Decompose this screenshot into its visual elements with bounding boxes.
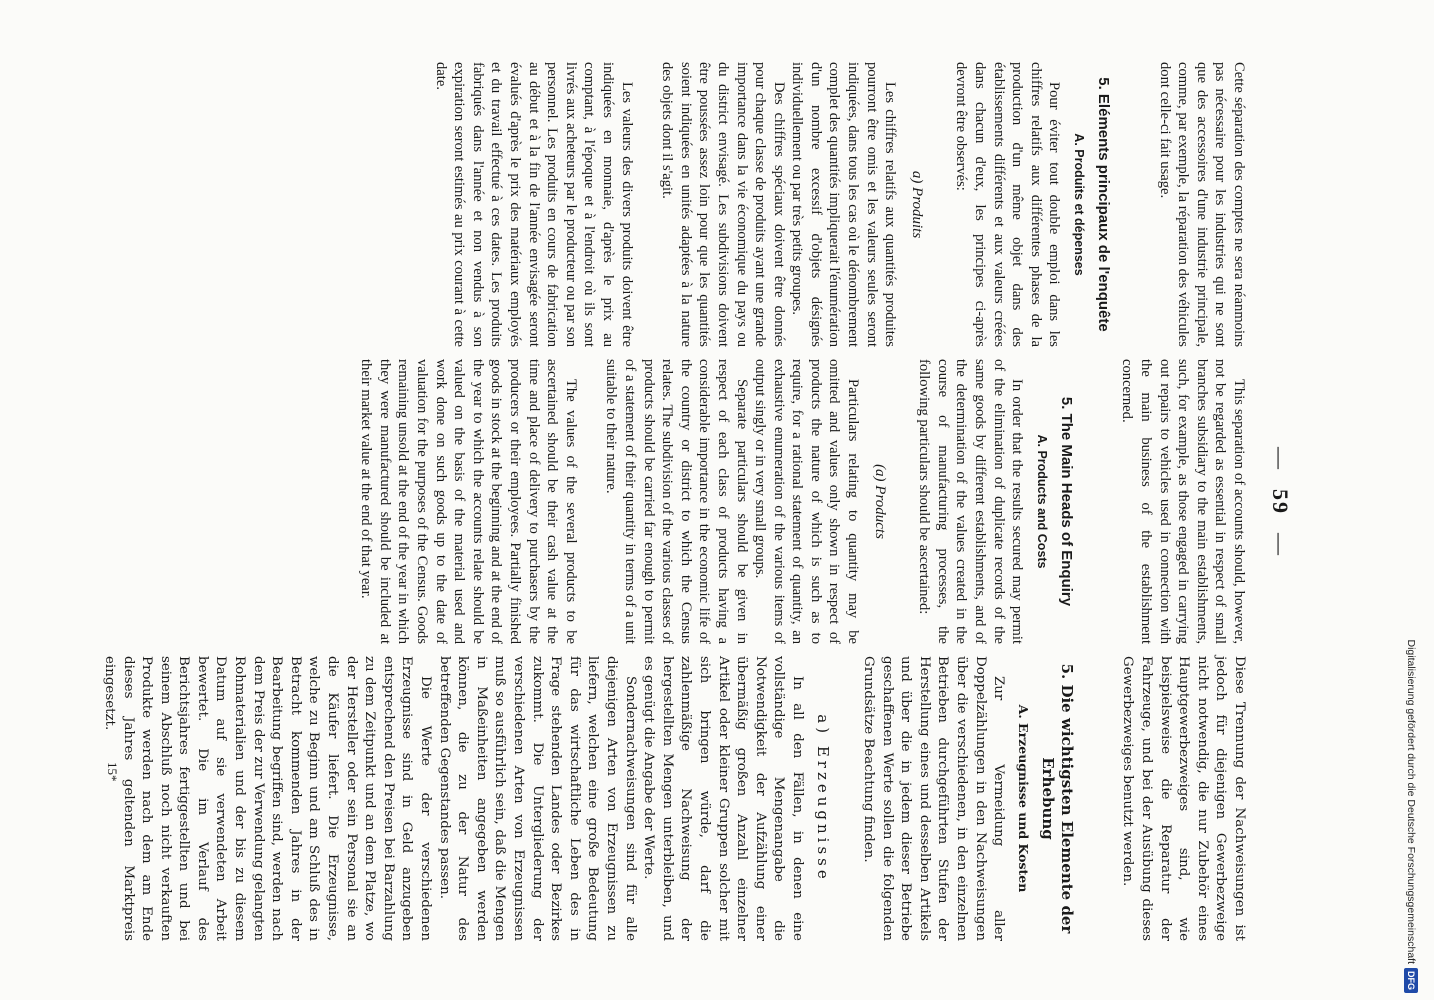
de-item-title: a) Erzeugnisse (814, 714, 833, 883)
header-dash-right: — (1268, 533, 1293, 557)
en-section-title: 5. The Main Heads of Enquiry (1057, 396, 1075, 607)
de-paragraph-2: Sondernachweisungen sind für alle diejenigen Arten von Erzeugnissen zu liefern, welchen eine große Bedeutung für das wirtschaftliche Leben des in Frage stehenden Landes oder Bezirkes zukommt. Die Untergliederung der verschiedenen Arten von Erzeugnissen muß so ausführlich sein, daß die Mengen in Maßeinheiten angegeben werden können, die zu der Natur des betreffenden Gegenstandes passen. (436, 656, 638, 941)
en-paragraph-2: Separate particulars should be given in respect of each class of products having a considerable importance in the economic life of the country or district to which the Census relates. The subdivision of the various classes of products should be carried far enough to permit of a statement of their quantity in terms of a unit suitable to their nature. (603, 359, 750, 644)
header-dash-left: — (1268, 447, 1293, 471)
en-item-title: (a) Products (871, 464, 888, 539)
fr-item-title: a) Produits (908, 170, 925, 239)
de-paragraph-3: Die Werte der verschiedenen Erzeugnisse sind in Geld anzugeben entsprechend den Preisen bei Barzahlung zu dem Zeitpunkt und an dem Platze, wo der Hersteller oder sein Personal sie an die Käufer liefert. Die Erzeugnisse, welche zu Beginn und am Schluß des in Betracht kommenden Jahres in der Bearbeitung begriffen sind, werden nach dem Preis der zur Verwendung gelangten Rohmaterialien und der bis zu diesem Datum auf sie verwendeten Arbeit bewertet. Die im Verlauf des Berichtsjahres fertiggestellten und bei seinem Abschluß noch nicht verkauften Produkte werden nach dem am Ende dieses Jahres geltenden Marktpreis eingesetzt. (101, 656, 434, 941)
digitization-credit (1404, 8, 1418, 993)
fr-section-title: 5. Eléments principaux de l'enquête (1095, 77, 1113, 332)
de-intro-paragraph: Diese Trennung der Nachweisungen ist jedoch für diejenigen Gewerbezweige nicht notwendig, die nur Zubehör eines Hauptgewerbezweiges sind, wie beispielsweise die Reparatur der Fahrzeuge, und bei der Ausübung dieses Gewerbezweiges benutzt werden. (1120, 656, 1247, 941)
fr-paragraph-3: Les valeurs des divers produits doivent être indiquées en monnaie, d'après le prix au comptant, à l'époque et à l'endroit où ils sont livrés aux acheteurs par le producteur ou par son personnel. Les produits en cours de fabrication au début et à la fin de l'année envisagée seront évalués d'après le prix des matériaux employés et du travail effectué à ces dates. Les produits fabriqués dans l'année et non vendus à son expiration seront estimés au prix courant à cette date. (432, 62, 635, 347)
de-paragraph-1: In all den Fällen, in denen eine vollständige Mengenangabe die Notwendigkeit der Aufzählung einer übermäßig großen Anzahl einzelner Artikel oder kleiner Gruppen solcher mit sich bringen würde, darf die zahlenmäßige Nachweisung der hergestellten Mengen unterbleiben, und es genügt die Angabe der Werte. (641, 656, 805, 941)
column-english (128, 359, 1248, 644)
de-section-title: 5. Die wichtigsten Elemente der Erhebung (1038, 663, 1076, 934)
fr-subsection-title: A. Produits et dépenses (1072, 133, 1087, 276)
en-paragraph-3: The values of the several products to be ascertained should be their cash value at the time and place of delivery to purchasers by the producers or their employees. Partially finished goods in stock at the beginning and at the end of the year to which the accounts relate should be valued on the basis of the material used and work done on such goods up to the date of valuation for the purposes of the Census. Goods remaining unsold at the end of the year in which they were manufactured should be included at their market value at the end of that year. (358, 359, 579, 644)
en-paragraph-1: Particulars relating to quantity may be omitted and values only shown in respect of products the nature of which is such as to require, for a rational statement of quantity, an exhaustive enumeration of the various items of output singly or in very small groups. (752, 359, 862, 644)
dfg-logo: DFG (1404, 968, 1418, 993)
de-section-paragraph: Zur Vermeidung aller Doppelzählungen in den Nachweisungen über die verschiedenen, in den einzelnen Betrieben durchgeführten Stufen der Herstellung eines und desselben Artikels und über die in jedem dieser Betriebe geschaffenen Werte sollen die folgenden Grundsätze Beachtung finden. (861, 656, 1007, 941)
de-subsection-title: A. Erzeugnisse und Kosten (1015, 704, 1031, 893)
en-intro-paragraph: This separation of accounts should, however, not be regarded as essential in respect of small branches subsidiary to the main establishments, such, for example, as those engaged in carrying out repairs to vehicles used in connection with the main business of the establishment concerned. (1119, 359, 1247, 644)
credit-text: Digitalisierung gefördert durch die Deutsche Forschungsgemeinschaft (1405, 639, 1417, 964)
en-section-paragraph: In order that the results secured may permit of the elimination of duplicate records of the same goods by different establishments, and of the determination of the values created in the course of manufacturing processes, the following particulars should be ascertained: (916, 359, 1026, 644)
en-subsection-title: A. Products and Costs (1034, 434, 1049, 569)
page-header (1260, 62, 1300, 942)
page-footer-mark: 15* (105, 762, 120, 782)
fr-intro-paragraph: Cette séparation des comptes ne sera néanmoins pas nécessaire pour les industries qui ne sont que des accessoires d'une industrie principale, comme, par exemple, la réparation des véhicules dont celle-ci fait usage. (1156, 62, 1247, 347)
fr-section-paragraph: Pour éviter tout double emploi dans les chiffres relatifs aux différentes phases de la production d'un même objet dans des établissements différents et aux valeurs créées dans chacun d'eux, les principes ci-après devront être observés: (953, 62, 1063, 347)
page-number: 59 (1268, 489, 1293, 515)
fr-paragraph-2: Des chiffres spéciaux doivent être donnés pour chaque classe de produits ayant une grande importance dans la vie économique du pays ou du district envisagé. Les subdivisions doivent être poussées assez loin pour que les quantités soient indiquées en unités adaptées à la nature des objets dont il s'agit. (659, 62, 787, 347)
column-french (128, 62, 1248, 347)
fr-paragraph-1: Les chiffres relatifs aux quantités produites pourront être omis et les valeurs seules seront indiquées, dans tous les cas où le dénombrement complet des quantités impliquerait l'énumération d'un nombre excessif d'objets désignés individuellement ou par très petits groupes. (789, 62, 899, 347)
rotated-page (101, 62, 1300, 942)
